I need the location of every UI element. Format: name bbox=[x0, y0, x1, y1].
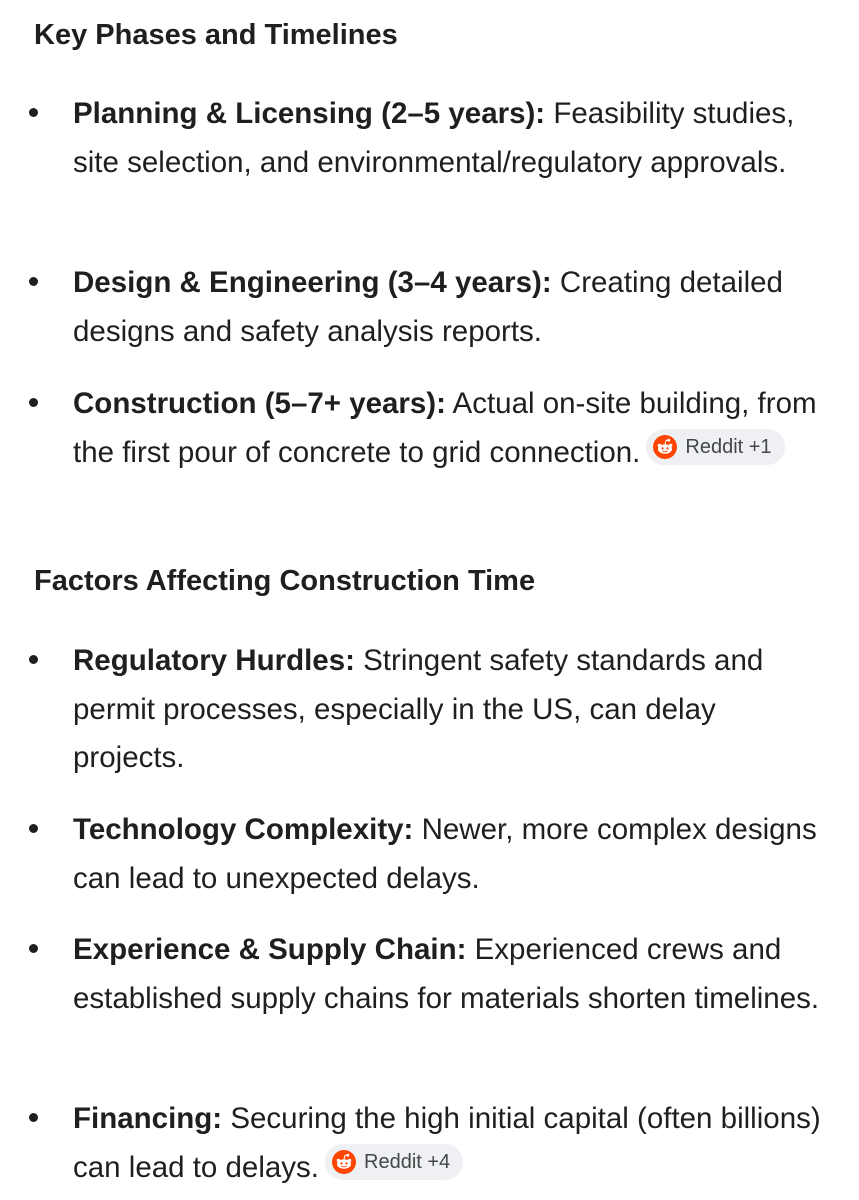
list-item-text bbox=[73, 1095, 833, 1192]
bullet-dot bbox=[29, 277, 38, 286]
reddit-icon bbox=[653, 435, 677, 459]
list-item-text bbox=[73, 637, 833, 783]
section-heading-key-phases: Key Phases and Timelines bbox=[34, 19, 398, 51]
section-heading-factors: Factors Affecting Construction Time bbox=[34, 565, 536, 597]
bullet-dot bbox=[29, 1113, 38, 1122]
list-item-body: Feasibility studies, site selection, and environmental/regulatory approvals. bbox=[73, 97, 795, 179]
list-item-text bbox=[73, 90, 833, 187]
list-item-body: Stringent safety standards and permit processes, especially in the US, can delay projects. bbox=[73, 644, 764, 774]
list-item-body: Newer, more complex designs can lead to unexpected delays. bbox=[73, 813, 817, 895]
chip-label: Reddit +1 bbox=[685, 435, 772, 458]
list-item-body: Creating detailed designs and safety analysis reports. bbox=[73, 266, 783, 348]
list-item-title: Experience & Supply Chain: bbox=[73, 933, 467, 966]
list-item-title: Financing: bbox=[73, 1102, 223, 1135]
reddit-icon bbox=[332, 1150, 356, 1174]
list-item-title: Design & Engineering (3–4 years): bbox=[73, 266, 552, 299]
bullet-dot bbox=[29, 655, 38, 664]
list-item-text bbox=[73, 926, 833, 1023]
list-item-text bbox=[73, 259, 833, 356]
source-chip-reddit[interactable] bbox=[325, 1144, 463, 1180]
list-item-text bbox=[73, 380, 833, 477]
bullet-dot bbox=[29, 824, 38, 833]
list-item-title: Planning & Licensing (2–5 years): bbox=[73, 97, 546, 130]
list-item-body: Experienced crews and established supply chains for materials shorten timelines. bbox=[73, 933, 820, 1015]
list-item-body: Securing the high initial capital (often billions) can lead to delays. bbox=[73, 1102, 821, 1184]
chip-label: Reddit +4 bbox=[364, 1150, 451, 1173]
list-item-text bbox=[73, 806, 833, 903]
source-chip-reddit[interactable] bbox=[646, 429, 784, 465]
list-item-body: Actual on-site building, from the first pour of concrete to grid connection. bbox=[73, 387, 817, 469]
list-item-title: Technology Complexity: bbox=[73, 813, 414, 846]
list-item-title: Construction (5–7+ years): bbox=[73, 387, 446, 420]
bullet-dot bbox=[29, 944, 38, 953]
list-item-title: Regulatory Hurdles: bbox=[73, 644, 355, 677]
bullet-dot bbox=[29, 398, 38, 407]
bullet-dot bbox=[29, 108, 38, 117]
